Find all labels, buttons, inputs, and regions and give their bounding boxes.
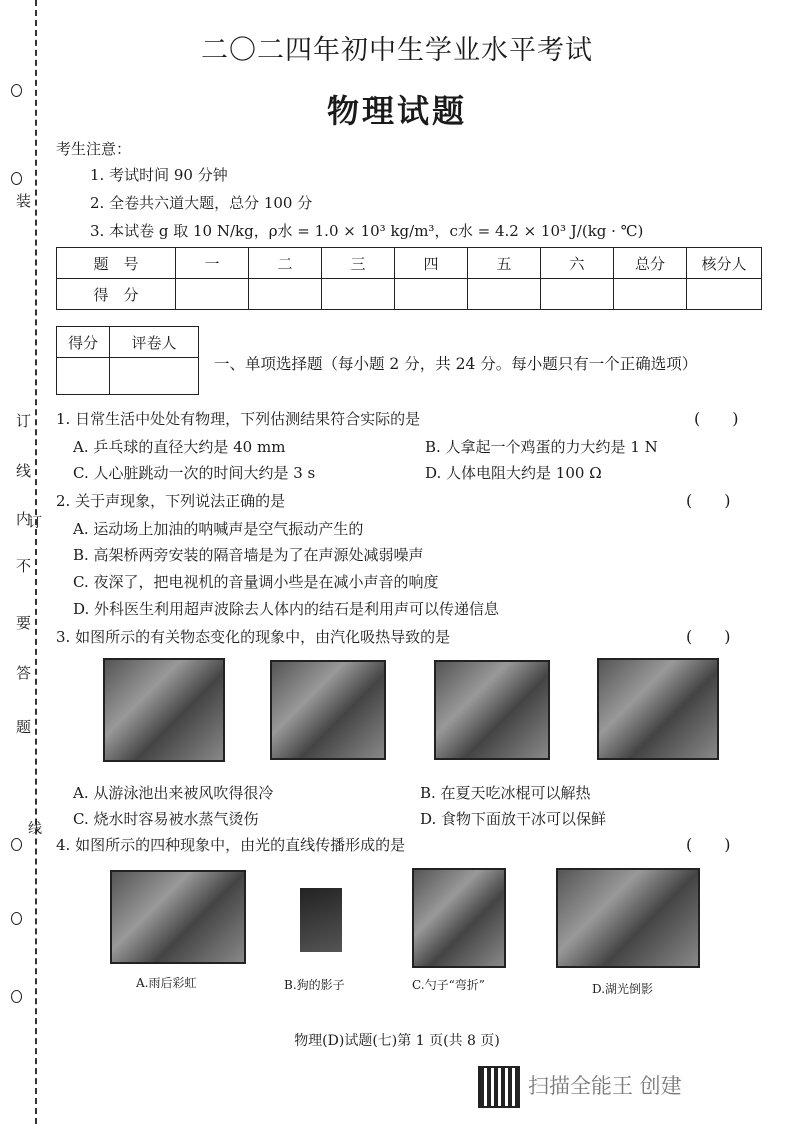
answer-paren[interactable]: ( ) [686, 491, 731, 510]
option: D. 外科医生利用超声波除去人体内的结石是利用声可以传递信息 [73, 600, 500, 618]
q4-figure-dog-shadow [300, 888, 342, 952]
answer-paren[interactable]: ( ) [686, 835, 731, 854]
notice-item: 3. 本试卷 g 取 10 N/kg，ρ水 = 1.0 × 10³ kg/m³，c水 = 4.2 × 10³ J/(kg · ℃) [90, 222, 644, 240]
option: D. 人体电阻大约是 100 Ω [425, 464, 602, 482]
score-header-cell: 六 [541, 248, 614, 279]
question-1-stem: 1. 日常生活中处处有物理，下列估测结果符合实际的是 [56, 410, 421, 428]
figure-caption: D.湖光倒影 [592, 982, 654, 996]
subject-title: 物理试题 [326, 92, 467, 130]
margin-char: 线 [16, 462, 32, 480]
answer-paren[interactable]: ( ) [686, 627, 731, 646]
score-row-label: 得 分 [57, 279, 176, 310]
option: C. 夜深了，把电视机的音量调小些是在减小声音的响度 [73, 573, 439, 591]
score-cell[interactable] [395, 279, 468, 310]
grader-score-cell[interactable] [57, 358, 110, 395]
score-table [56, 247, 762, 310]
figure-caption: C.勺子“弯折” [412, 978, 485, 992]
score-cell[interactable] [176, 279, 249, 310]
q4-figure-rainbow [110, 870, 246, 964]
score-cell[interactable] [614, 279, 687, 310]
score-header-cell: 一 [176, 248, 249, 279]
score-header-cell: 题 号 [57, 248, 176, 279]
score-cell[interactable] [468, 279, 541, 310]
grader-table [56, 326, 199, 395]
score-header-cell: 总分 [614, 248, 687, 279]
score-header-cell: 五 [468, 248, 541, 279]
scanner-watermark: 扫描全能王 创建 [528, 1074, 682, 1098]
score-table-row [57, 279, 762, 310]
q3-figure-c [434, 660, 550, 760]
option: B. 高架桥两旁安装的隔音墙是为了在声源处减弱噪声 [73, 546, 424, 564]
score-cell[interactable] [687, 279, 762, 310]
q4-figure-spoon [412, 868, 506, 968]
binding-line [35, 0, 37, 1124]
grader-name-cell[interactable] [110, 358, 199, 395]
notice-item: 1. 考试时间 90 分钟 [90, 166, 228, 184]
score-header-cell: 核分人 [687, 248, 762, 279]
q3-figure-d [597, 658, 719, 760]
question-2-stem: 2. 关于声现象，下列说法正确的是 [56, 492, 286, 510]
figure-caption: A.雨后彩虹 [136, 976, 197, 990]
q3-figure-a [103, 658, 225, 762]
score-table-header [57, 248, 762, 279]
qr-code-icon [478, 1066, 520, 1108]
answer-paren[interactable]: ( ) [694, 409, 739, 428]
grader-name-label: 评卷人 [110, 327, 199, 358]
q4-figure-reflection [556, 868, 700, 968]
option: B. 人拿起一个鸡蛋的力大约是 1 N [425, 438, 658, 456]
binding-hole [11, 912, 22, 925]
option: D. 食物下面放干冰可以保鲜 [420, 810, 607, 828]
score-header-cell: 四 [395, 248, 468, 279]
option: A. 从游泳池出来被风吹得很冷 [73, 784, 274, 802]
binding-hole [11, 172, 22, 185]
margin-char: 线 [28, 821, 42, 837]
margin-char: 答 [16, 664, 32, 682]
option: A. 运动场上加油的呐喊声是空气振动产生的 [73, 520, 364, 538]
question-4-stem: 4. 如图所示的四种现象中，由光的直线传播形成的是 [56, 836, 406, 854]
question-3-stem: 3. 如图所示的有关物态变化的现象中，由汽化吸热导致的是 [56, 628, 451, 646]
exam-title: 二〇二四年初中生学业水平考试 [201, 35, 593, 66]
page-footer: 物理(D)试题(七)第 1 页(共 8 页) [294, 1033, 500, 1049]
margin-char: 订 [28, 515, 42, 531]
binding-hole [11, 990, 22, 1003]
notice-heading: 考生注意： [56, 140, 132, 158]
figure-caption: B.狗的影子 [284, 978, 345, 992]
binding-hole [11, 838, 22, 851]
margin-char: 订 [16, 412, 32, 430]
option: C. 烧水时容易被水蒸气烫伤 [73, 810, 259, 828]
score-cell[interactable] [249, 279, 322, 310]
score-cell[interactable] [541, 279, 614, 310]
notice-item: 2. 全卷共六道大题，总分 100 分 [90, 194, 313, 212]
section-heading: 一、单项选择题（每小题 2 分，共 24 分。每小题只有一个正确选项） [214, 355, 698, 373]
option: A. 乒乓球的直径大约是 40 mm [73, 438, 286, 456]
option: C. 人心脏跳动一次的时间大约是 3 s [73, 464, 316, 482]
margin-char: 题 [16, 718, 32, 736]
margin-char: 装 [16, 192, 32, 210]
grader-score-label: 得分 [57, 327, 110, 358]
margin-char: 不 [16, 557, 32, 575]
score-header-cell: 二 [249, 248, 322, 279]
score-cell[interactable] [322, 279, 395, 310]
score-header-cell: 三 [322, 248, 395, 279]
option: B. 在夏天吃冰棍可以解热 [420, 784, 591, 802]
q3-figure-b [270, 660, 386, 760]
margin-char: 内 [16, 510, 32, 528]
margin-char: 要 [16, 614, 32, 632]
